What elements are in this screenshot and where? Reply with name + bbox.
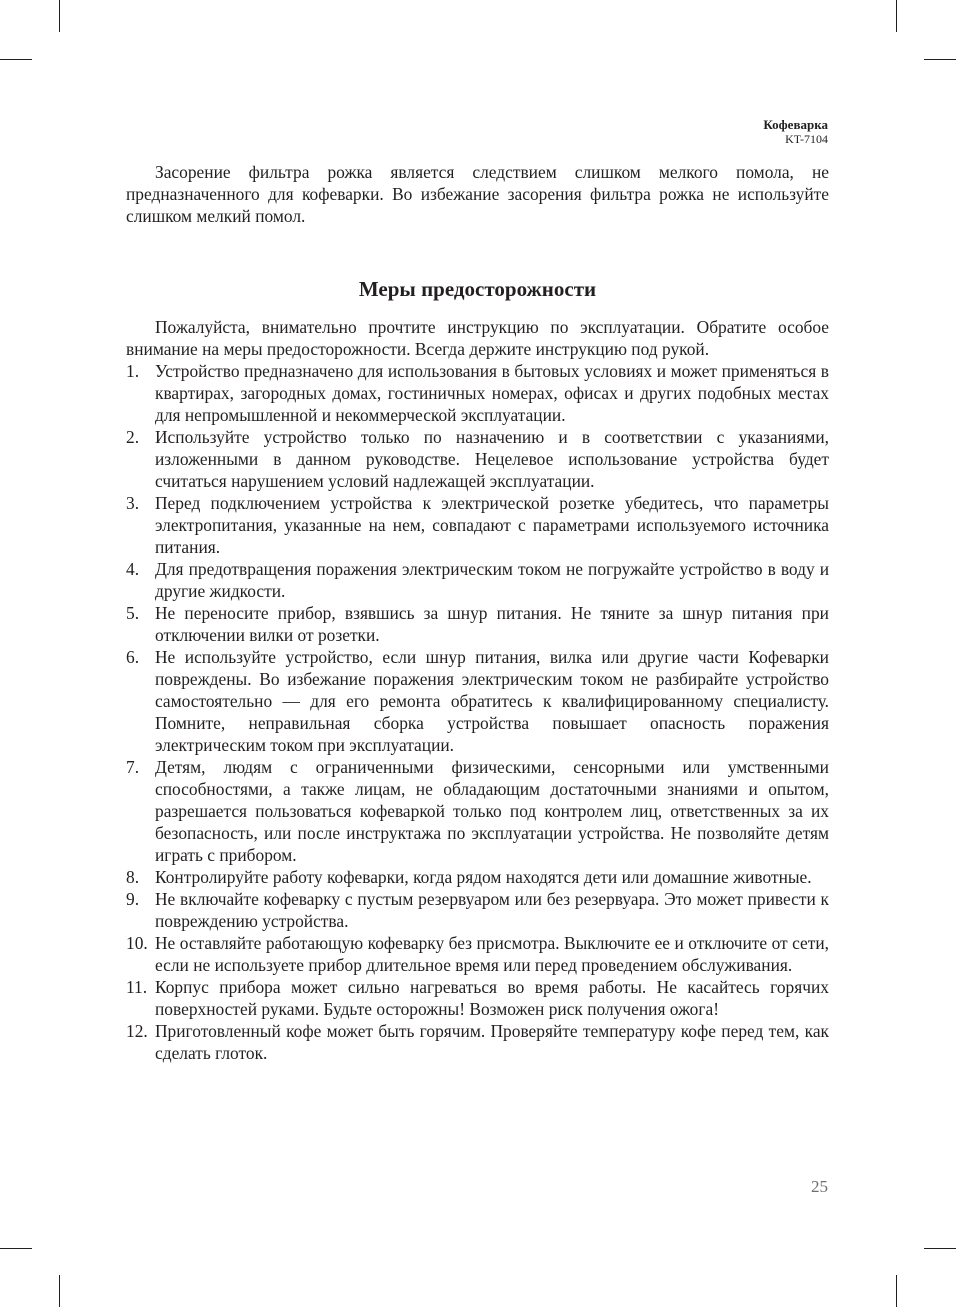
crop-mark-top-right-vertical [896,0,897,32]
list-item-number: 5. [126,603,140,623]
crop-mark-bottom-right-vertical [896,1275,897,1307]
section-title: Меры предосторожности [358,277,597,301]
list-item-text: Перед подключением устройства к электрической розетке убедитесь, что параметры электропитания, указанные на нем, совпадают с параметрами используемого источника питания. [155,493,829,557]
list-item-text: Для предотвращения поражения электрическим током не погружайте устройство в воду и другие жидкости. [155,559,829,601]
list-item [126,360,829,426]
crop-mark-top-left-vertical [59,0,60,32]
product-name: Кофеварка [763,117,828,132]
list-item-number: 3. [126,493,140,513]
running-header [763,117,828,147]
list-item-text: Не переносите прибор, взявшись за шнур питания. Не тяните за шнур питания при отключении вилки от розетки. [155,603,829,645]
list-item-number: 10. [126,933,148,953]
list-item [126,492,829,558]
list-item-text: Приготовленный кофе может быть горячим. Проверяйте температуру кофе перед тем, как сделать глоток. [155,1021,829,1063]
list-item-number: 8. [126,867,140,887]
list-item [126,866,829,888]
list-item [126,426,829,492]
list-item [126,558,829,602]
list-item-text: Корпус прибора может сильно нагреваться во время работы. Не касайтесь горячих поверхностей руками. Будьте осторожны! Возможен риск получения ожога! [155,977,829,1019]
list-item [126,646,829,756]
list-item [126,932,829,976]
product-model: KT-7104 [785,132,828,146]
list-item-text: Используйте устройство только по назначению и в соответствии с указаниями, изложенными в данном руководстве. Нецелевое использование устройства будет считаться нарушением условий надлежащей эксплуатации. [155,427,829,491]
crop-mark-top-right-horizontal [924,59,956,60]
precautions-list [126,360,829,1064]
list-item-number: 6. [126,647,140,667]
list-item [126,888,829,932]
list-item-number: 7. [126,757,140,777]
list-item-text: Контролируйте работу кофеварки, когда рядом находятся дети или домашние животные. [155,867,812,887]
list-item-text: Не включайте кофеварку с пустым резервуаром или без резервуара. Это может привести к повреждению устройства. [155,889,829,931]
list-item-number: 9. [126,889,140,909]
list-item-text: Устройство предназначено для использования в бытовых условиях и может применяться в квартирах, загородных домах, гостиничных номерах, офисах и других подобных местах для непромышленной и некоммерческой эксплуатации. [155,361,829,425]
list-item [126,1020,829,1064]
list-item-number: 1. [126,361,140,381]
page-number: 25 [811,1177,828,1196]
section-lead-paragraph: Пожалуйста, внимательно прочтите инструкцию по эксплуатации. Обратите особое внимание на меры предосторожности. Всегда держите инструкцию под рукой. [126,317,829,359]
crop-mark-bottom-left-horizontal [0,1248,32,1249]
list-item [126,976,829,1020]
crop-mark-bottom-left-vertical [59,1275,60,1307]
list-item-number: 4. [126,559,140,579]
list-item-text: Не используйте устройство, если шнур питания, вилка или другие части Кофеварки повреждены. Во избежание поражения электрическим током не разбирайте устройство самостоятельно — для его ремонта обратитесь к квалифицированному специалисту. Помните, неправильная сборка устройства повышает опасность поражения электрическим током при эксплуатации. [155,647,829,755]
list-item-text: Не оставляйте работающую кофеварку без присмотра. Выключите ее и отключите от сети, если не используете прибор длительное время или перед проведением обслуживания. [155,933,829,975]
list-item-number: 2. [126,427,140,447]
list-item-number: 11. [126,977,148,997]
crop-mark-bottom-right-horizontal [924,1248,956,1249]
list-item [126,756,829,866]
list-item-text: Детям, людям с ограниченными физическими, сенсорными или умственными способностями, а также лицам, не обладающим достаточными знаниями и опытом, разрешается пользоваться кофеваркой только под контролем лиц, ответственных за их безопасность, или после инструктажа по эксплуатации устройства. Не позволяйте детям играть с прибором. [155,757,829,865]
page-content [126,161,829,1064]
list-item-number: 12. [126,1021,148,1041]
crop-mark-top-left-horizontal [0,59,32,60]
list-item [126,602,829,646]
intro-paragraph: Засорение фильтра рожка является следствием слишком мелкого помола, не предназначенного для кофеварки. Во избежание засорения фильтра рожка не используйте слишком мелкий помол. [126,162,829,226]
